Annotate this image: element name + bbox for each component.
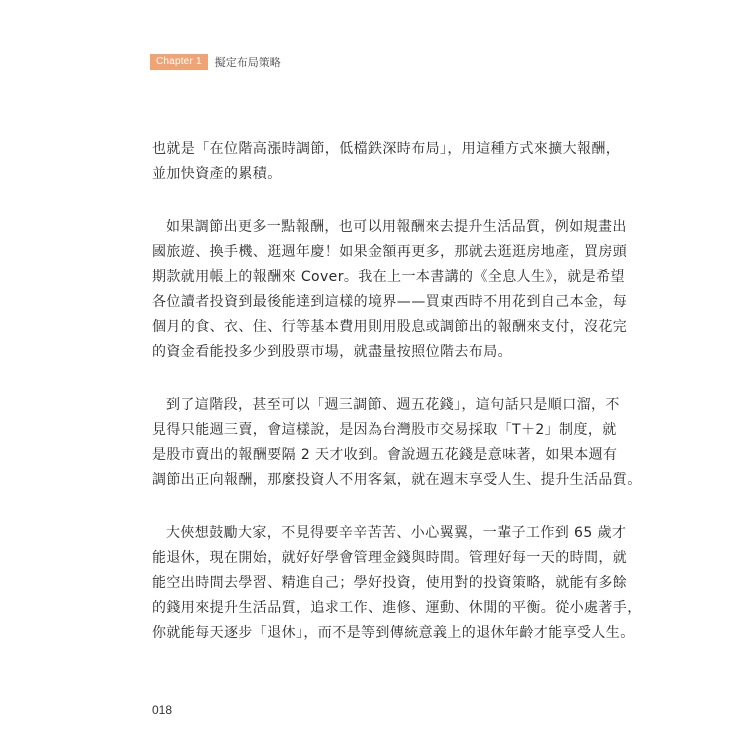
text-line: 也就是「在位階高漲時調節，低檔鉄深時布局」，用這種方式來擴大報酬，	[152, 141, 621, 157]
paragraph-1	[152, 137, 621, 187]
paragraph-3	[152, 393, 642, 493]
text-line: 的資金看能投多少到股票市場，就盡量按照位階去布局。	[152, 344, 512, 360]
text-line: 見得只能週三賣，會這樣說，是因為台灣股市交易採取「T＋2」制度，就	[152, 422, 617, 438]
text-line: 你就能每天逐步「退休」，而不是等到傳統意義上的退休年齡才能享受人生。	[152, 625, 635, 641]
running-header	[150, 54, 281, 70]
chapter-badge: Chapter 1	[150, 54, 208, 70]
body-text	[152, 137, 642, 674]
text-line: 期款就用帳上的報酬來 Cover。我在上一本書講的《全息人生》，就是希望	[152, 269, 625, 285]
text-line: 如果調節出更多一點報酬，也可以用報酬來去提升生活品質，例如規畫出	[166, 219, 627, 235]
paragraph-2	[152, 215, 628, 365]
text-line: 各位讀者投資到最後能達到這樣的境界——買東西時不用花到自己本金，每	[152, 294, 628, 310]
text-line: 是股市賣出的報酬要隔 2 天才收到。會說週五花錢是意味著，如果本週有	[152, 447, 618, 463]
text-line: 的錢用來提升生活品質，追求工作、進修、運動、休閒的平衡。從小處著手，	[152, 600, 642, 616]
text-line: 到了這階段，甚至可以「週三調節、週五花錢」，這句話只是順口溜，不	[166, 397, 620, 413]
text-line: 大俠想鼓勵大家，不見得要辛辛苦苦、小心翼翼，一輩子工作到 65 歲才	[166, 525, 627, 541]
text-line: 並加快資產的累積。	[152, 166, 282, 182]
text-line: 能退休，現在開始，就好好學會管理金錢與時間。管理好每一天的時間，就	[152, 550, 628, 566]
paragraph-4	[152, 521, 642, 646]
text-line: 調節出正向報酬，那麼投資人不用客氣，就在週末享受人生、提升生活品質。	[152, 472, 642, 488]
text-line: 個月的食、衣、住、行等基本費用則用股息或調節出的報酬來支付，沒花完	[152, 319, 628, 335]
page-number: 018	[152, 703, 173, 717]
text-line: 能空出時間去學習、精進自己；學好投資，使用對的投資策略，就能有多餘	[152, 575, 628, 591]
chapter-title: 擬定布局策略	[214, 56, 281, 69]
text-line: 國旅遊、換手機、逛週年慶！如果金額再更多，那就去逛逛房地產，買房頭	[152, 244, 628, 260]
